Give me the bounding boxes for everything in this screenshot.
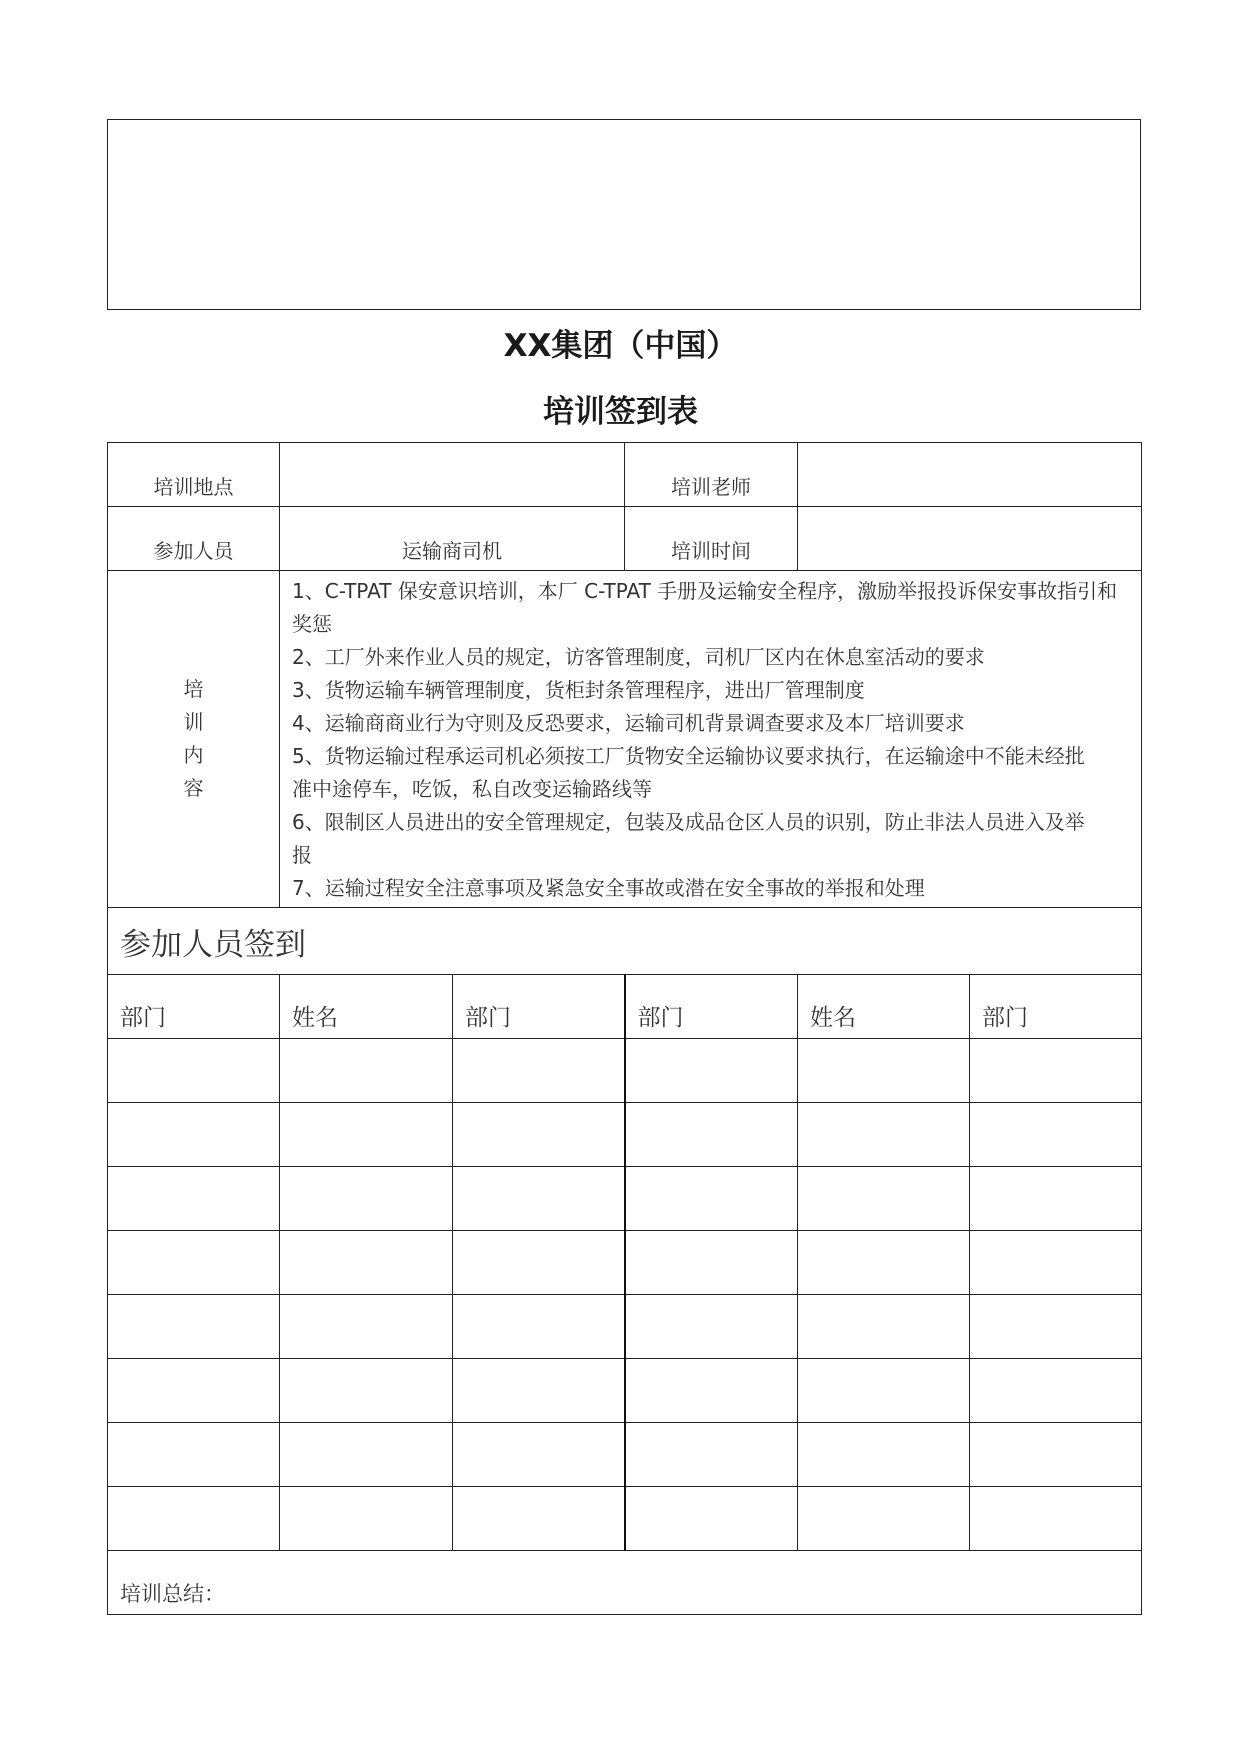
column-header-department: 部门 <box>970 975 1142 1039</box>
signin-cell[interactable] <box>625 1231 798 1295</box>
time-field[interactable] <box>798 507 1142 571</box>
signin-cell[interactable] <box>798 1039 970 1103</box>
signin-cell[interactable] <box>970 1359 1142 1423</box>
signin-row <box>108 1167 1142 1231</box>
signin-cell[interactable] <box>453 1103 625 1167</box>
form-title: 培训签到表 <box>543 394 698 430</box>
signin-cell[interactable] <box>625 1423 798 1487</box>
column-header-department: 部门 <box>625 975 798 1039</box>
column-header-name: 姓名 <box>798 975 970 1039</box>
column-header-name: 姓名 <box>280 975 453 1039</box>
content-line: 4、运输商商业行为守则及反恐要求，运输司机背景调查要求及本厂培训要求 <box>292 711 965 735</box>
signin-cell[interactable] <box>280 1423 453 1487</box>
content-line: 5、货物运输过程承运司机必须按工厂货物安全运输协议要求执行，在运输途中不能未经批 <box>292 744 1085 768</box>
signin-cell[interactable] <box>453 1487 625 1551</box>
signin-cell[interactable] <box>625 1295 798 1359</box>
attendees-label: 参加人员 <box>108 507 280 571</box>
location-label: 培训地点 <box>108 443 280 507</box>
content-line: 3、货物运输车辆管理制度，货柜封条管理程序，进出厂管理制度 <box>292 678 865 702</box>
signin-cell[interactable] <box>625 1487 798 1551</box>
signin-cell[interactable] <box>798 1487 970 1551</box>
signin-cell[interactable] <box>280 1103 453 1167</box>
teacher-field[interactable] <box>798 443 1142 507</box>
signin-cell[interactable] <box>625 1103 798 1167</box>
training-summary-field[interactable]: 培训总结： <box>108 1551 1142 1615</box>
content-line: 准中途停车，吃饭，私自改变运输路线等 <box>292 777 652 801</box>
signin-cell[interactable] <box>108 1295 280 1359</box>
signin-cell[interactable] <box>108 1167 280 1231</box>
signin-cell[interactable] <box>280 1487 453 1551</box>
signin-cell[interactable] <box>970 1231 1142 1295</box>
content-text <box>280 571 1142 908</box>
signin-cell[interactable] <box>108 1487 280 1551</box>
content-line: 1、C-TPAT 保安意识培训，本厂 C-TPAT 手册及运输安全程序，激励举报投诉保安事故指引和 <box>292 579 1118 603</box>
signin-cell[interactable] <box>625 1167 798 1231</box>
signin-cell[interactable] <box>625 1359 798 1423</box>
signin-cell[interactable] <box>798 1103 970 1167</box>
training-signin-form <box>107 442 1142 1615</box>
signin-row <box>108 1423 1142 1487</box>
logo-area-box <box>107 119 1141 310</box>
signin-cell[interactable] <box>970 1039 1142 1103</box>
signin-cell[interactable] <box>453 1423 625 1487</box>
signin-row <box>108 1231 1142 1295</box>
signin-cell[interactable] <box>453 1295 625 1359</box>
signin-cell[interactable] <box>798 1167 970 1231</box>
signin-cell[interactable] <box>970 1103 1142 1167</box>
signin-cell[interactable] <box>453 1359 625 1423</box>
content-line: 7、运输过程安全注意事项及紧急安全事故或潜在安全事故的举报和处理 <box>292 876 925 900</box>
teacher-label: 培训老师 <box>625 443 798 507</box>
signin-cell[interactable] <box>108 1103 280 1167</box>
content-label-char: 培 <box>183 677 204 701</box>
signin-cell[interactable] <box>108 1231 280 1295</box>
content-line: 6、限制区人员进出的安全管理规定，包装及成品仓区人员的识别，防止非法人员进入及举 <box>292 810 1085 834</box>
content-label-char: 内 <box>183 743 204 767</box>
signin-cell[interactable] <box>108 1359 280 1423</box>
signin-row <box>108 1295 1142 1359</box>
content-label-char: 训 <box>183 710 204 734</box>
location-field[interactable] <box>280 443 625 507</box>
content-label-char: 容 <box>183 776 204 800</box>
signin-row <box>108 1359 1142 1423</box>
signin-cell[interactable] <box>625 1039 798 1103</box>
column-header-department: 部门 <box>453 975 625 1039</box>
signin-cell[interactable] <box>108 1039 280 1103</box>
column-header-department: 部门 <box>108 975 280 1039</box>
signin-section-title: 参加人员签到 <box>108 908 1142 975</box>
time-label: 培训时间 <box>625 507 798 571</box>
signin-cell[interactable] <box>798 1423 970 1487</box>
content-line: 奖惩 <box>292 612 332 636</box>
signin-cell[interactable] <box>970 1487 1142 1551</box>
signin-cell[interactable] <box>453 1039 625 1103</box>
signin-cell[interactable] <box>970 1167 1142 1231</box>
signin-cell[interactable] <box>108 1423 280 1487</box>
signin-cell[interactable] <box>280 1039 453 1103</box>
company-title: XX集团（中国） <box>503 328 738 364</box>
signin-cell[interactable] <box>280 1359 453 1423</box>
content-line: 2、工厂外来作业人员的规定，访客管理制度，司机厂区内在休息室活动的要求 <box>292 645 985 669</box>
signin-cell[interactable] <box>453 1167 625 1231</box>
signin-cell[interactable] <box>453 1231 625 1295</box>
signin-cell[interactable] <box>970 1423 1142 1487</box>
signin-cell[interactable] <box>970 1295 1142 1359</box>
signin-cell[interactable] <box>798 1295 970 1359</box>
signin-cell[interactable] <box>798 1359 970 1423</box>
signin-row <box>108 1039 1142 1103</box>
signin-row <box>108 1103 1142 1167</box>
signin-row <box>108 1487 1142 1551</box>
attendees-field[interactable]: 运输商司机 <box>280 507 625 571</box>
signin-cell[interactable] <box>798 1231 970 1295</box>
signin-cell[interactable] <box>280 1295 453 1359</box>
content-label <box>108 571 280 908</box>
signin-rows <box>108 1039 1142 1551</box>
signin-cell[interactable] <box>280 1231 453 1295</box>
signin-cell[interactable] <box>280 1167 453 1231</box>
content-line: 报 <box>292 843 312 867</box>
